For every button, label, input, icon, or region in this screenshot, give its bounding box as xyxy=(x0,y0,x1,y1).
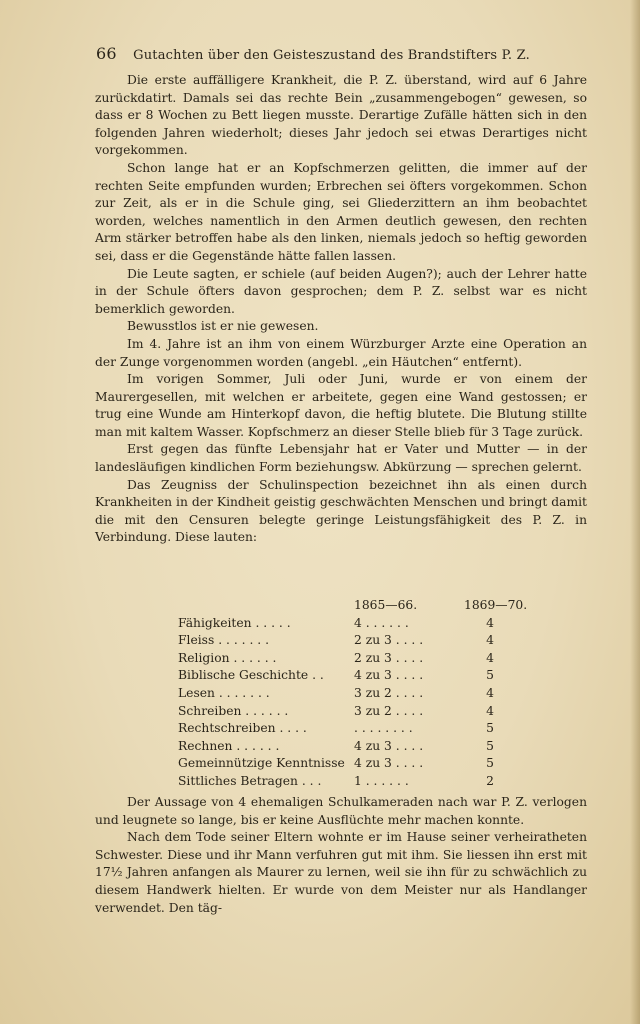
subject-cell: Religion . . . . . . xyxy=(178,650,277,665)
subject-cell: Schreiben . . . . . . xyxy=(178,703,289,718)
grade-1869-cell: 4 xyxy=(486,650,494,665)
paragraph: Die Leute sagten, er schiele (auf beiden Augen?); auch der Lehrer hatte in der Schule öfters davon gesprochen; dem P. Z. selbst war es nicht bemerklich geworden. xyxy=(95,266,587,316)
column-header-1865: 1865—66. xyxy=(354,598,418,612)
body-text xyxy=(95,72,587,547)
paragraph: Bewusstlos ist er nie gewesen. xyxy=(127,319,319,334)
table-row xyxy=(178,773,538,791)
grade-1865-cell: 3 zu 2 . . . . xyxy=(354,685,424,700)
table-row xyxy=(178,720,538,738)
running-header xyxy=(96,44,556,63)
grade-1865-cell: 4 . . . . . . xyxy=(354,615,409,630)
grade-1869-cell: 4 xyxy=(486,685,494,700)
subject-cell: Sittliches Betragen . . . xyxy=(178,773,322,788)
paragraph: Das Zeugniss der Schulinspection bezeichnet ihn als einen durch Krankheiten in der Kindheit geistig geschwächten Menschen und bringt damit die mit den Censuren belegte geringe Leistungsfähigkeit des P. Z. in Verbindung. Diese lauten: xyxy=(95,477,587,545)
paragraph: Erst gegen das fünfte Lebensjahr hat er Vater und Mutter — in der landesläufigen kindlichen Form beziehungsw. Abkürzung — sprechen gelernt. xyxy=(95,442,587,475)
grade-1869-cell: 4 xyxy=(486,615,494,630)
table-row xyxy=(178,615,538,633)
subject-cell: Biblische Geschichte . . xyxy=(178,668,324,683)
grade-1869-cell: 5 xyxy=(486,668,494,683)
paragraph: Im 4. Jahre ist an ihm von einem Würzburger Arzte eine Operation an der Zunge vorgenommen worden (angebl. „ein Häutchen“ entfernt). xyxy=(95,336,587,369)
table-row xyxy=(178,755,538,773)
grade-1865-cell: 2 zu 3 . . . . xyxy=(354,633,424,648)
grade-1869-cell: 5 xyxy=(486,756,494,771)
page-edge-shadow xyxy=(630,0,640,1024)
grade-1865-cell: 3 zu 2 . . . . xyxy=(354,703,424,718)
paragraph: Nach dem Tode seiner Eltern wohnte er im Hause seiner verheiratheten Schwester. Diese und ihr Mann verfuhren gut mit ihm. Sie liessen ihn erst mit 17½ Jahren anfangen als Maurer zu lernen, weil sie ihn für zu schwächlich zu diesem Handwerk hielten. Er wurde von dem Meister nur als Handlanger verwendet. Den täg- xyxy=(95,830,587,915)
running-title: Gutachten über den Geisteszustand des Brandstifters P. Z. xyxy=(133,48,530,63)
subject-cell: Gemeinnützige Kenntnisse xyxy=(178,756,345,771)
subject-cell: Fähigkeiten . . . . . xyxy=(178,615,291,630)
grades-table-header xyxy=(178,597,538,615)
page-number: 66 xyxy=(96,44,117,63)
table-row xyxy=(178,738,538,756)
grade-1869-cell: 4 xyxy=(486,703,494,718)
column-header-1869: 1869—70. xyxy=(464,598,528,612)
grade-1869-cell: 2 xyxy=(486,773,494,788)
subject-cell: Rechtschreiben . . . . xyxy=(178,721,307,736)
grade-1869-cell: 5 xyxy=(486,721,494,736)
table-spacer xyxy=(178,597,354,615)
table-row xyxy=(178,685,538,703)
grades-table xyxy=(178,597,538,791)
grade-1865-cell: 1 . . . . . . xyxy=(354,773,409,788)
paragraph: Der Aussage von 4 ehemaligen Schulkameraden nach war P. Z. verlogen und leugnete so lange, bis er keine Ausflüchte mehr machen konnte. xyxy=(95,795,587,827)
grade-1865-cell: 4 zu 3 . . . . xyxy=(354,738,424,753)
table-row xyxy=(178,650,538,668)
table-row xyxy=(178,632,538,650)
body-text-continued xyxy=(95,794,587,917)
grade-1869-cell: 5 xyxy=(486,738,494,753)
grade-1865-cell: 4 zu 3 . . . . xyxy=(354,756,424,771)
subject-cell: Fleiss . . . . . . . xyxy=(178,633,270,648)
grade-1865-cell: . . . . . . . . xyxy=(354,721,413,736)
subject-cell: Rechnen . . . . . . xyxy=(178,738,280,753)
paragraph: Schon lange hat er an Kopfschmerzen gelitten, die immer auf der rechten Seite empfunden wurden; Erbrechen sei öfters vorgekommen. Schon zur Zeit, als er in die Schule ging, sei Gliederzittern an ihm beobachtet worden, welches namentlich in den Armen deutlich gewesen, den rechten Arm stärker betroffen habe als den linken, niemals jedoch so heftig geworden sei, dass er die Gegenstände hätte fallen lassen. xyxy=(95,160,587,263)
grade-1869-cell: 4 xyxy=(486,633,494,648)
grade-1865-cell: 4 zu 3 . . . . xyxy=(354,668,424,683)
table-row xyxy=(178,667,538,685)
table-row xyxy=(178,703,538,721)
paragraph: Im vorigen Sommer, Juli oder Juni, wurde er von einem der Maurergesellen, mit welchen er arbeitete, gegen eine Wand gestossen; er trug eine Wunde am Hinterkopf davon, die heftig blutete. Die Blutung stillte man mit kaltem Wasser. Kopfschmerz an dieser Stelle blieb für 3 Tage zurück. xyxy=(95,372,587,439)
paragraph: Die erste auffälligere Krankheit, die P. Z. überstand, wird auf 6 Jahre zurückdatirt. Damals sei das rechte Bein „zusammengebogen“ gewesen, so dass er 8 Wochen zu Bett liegen musste. Derartige Zufälle hätten sich in den folgenden Jahren wiederholt; dieses Jahr jedoch sei etwas Derartiges nicht vorgekommen. xyxy=(95,73,587,158)
subject-cell: Lesen . . . . . . . xyxy=(178,685,270,700)
grade-1865-cell: 2 zu 3 . . . . xyxy=(354,650,424,665)
